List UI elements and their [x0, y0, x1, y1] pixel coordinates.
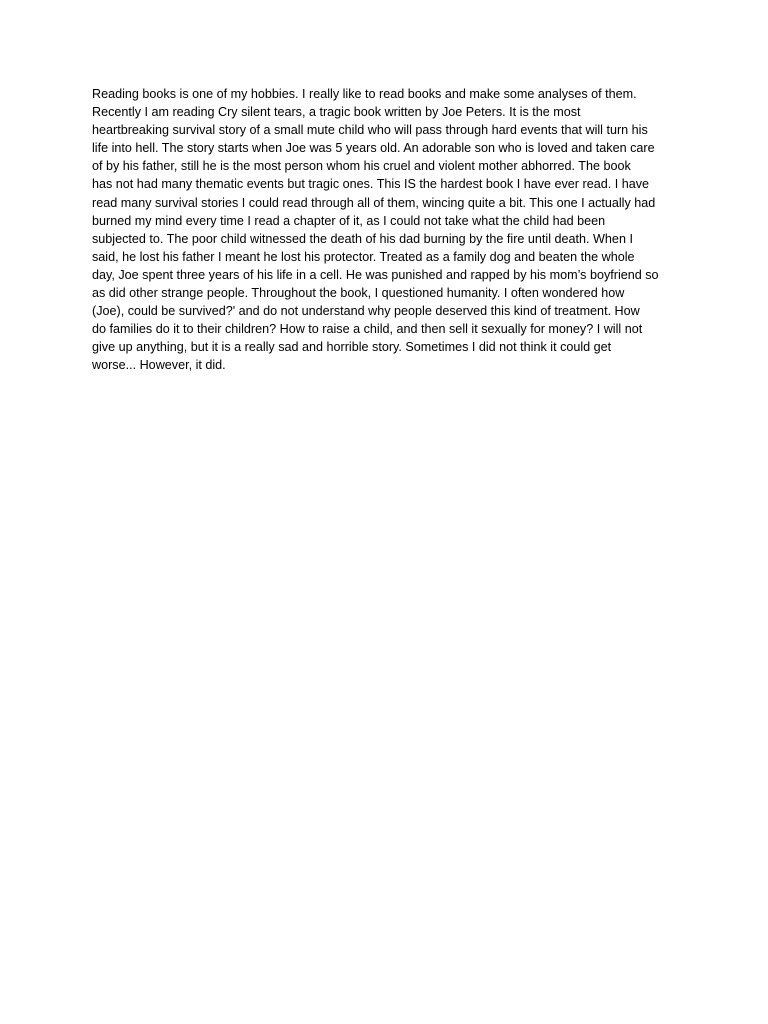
- paragraph-line: day, Joe spent three years of his life in a cell. He was punished and rapped by his mom’s boyfriend so: [92, 267, 659, 282]
- paragraph-line: subjected to. The poor child witnessed the death of his dad burning by the fire until death. When I: [92, 231, 633, 246]
- paragraph-line: worse... However, it did.: [92, 358, 226, 373]
- body-paragraph: [92, 85, 692, 375]
- paragraph-line: Recently I am reading Cry silent tears, a tragic book written by Joe Peters. It is the most: [92, 105, 581, 120]
- paragraph-line: give up anything, but it is a really sad and horrible story. Sometimes I did not think it could get: [92, 340, 612, 355]
- paragraph-line: Reading books is one of my hobbies. I really like to read books and make some analyses of them.: [92, 87, 637, 101]
- paragraph-line: burned my mind every time I read a chapter of it, as I could not take what the child had been: [92, 213, 606, 228]
- paragraph-line: said, he lost his father I meant he lost his protector. Treated as a family dog and beaten the whole: [92, 249, 635, 264]
- paragraph-line: as did other strange people. Throughout the book, I questioned humanity. I often wondered how: [92, 286, 625, 301]
- paragraph-line: read many survival stories I could read through all of them, wincing quite a bit. This one I actually had: [92, 195, 656, 210]
- paragraph-line: do families do it to their children? How to raise a child, and then sell it sexually for money? I will not: [92, 322, 643, 337]
- paragraph-line: has not had many thematic events but tragic ones. This IS the hardest book I have ever read. I have: [92, 177, 650, 192]
- paragraph-line: of by his father, still he is the most person whom his cruel and violent mother abhorred. The book: [92, 159, 631, 174]
- paragraph-line: (Joe), could be survived?' and do not understand why people deserved this kind of treatment. How: [92, 304, 640, 319]
- paragraph-line: life into hell. The story starts when Joe was 5 years old. An adorable son who is loved and taken care: [92, 141, 655, 156]
- paragraph-line: heartbreaking survival story of a small mute child who will pass through hard events that will turn his: [92, 123, 648, 138]
